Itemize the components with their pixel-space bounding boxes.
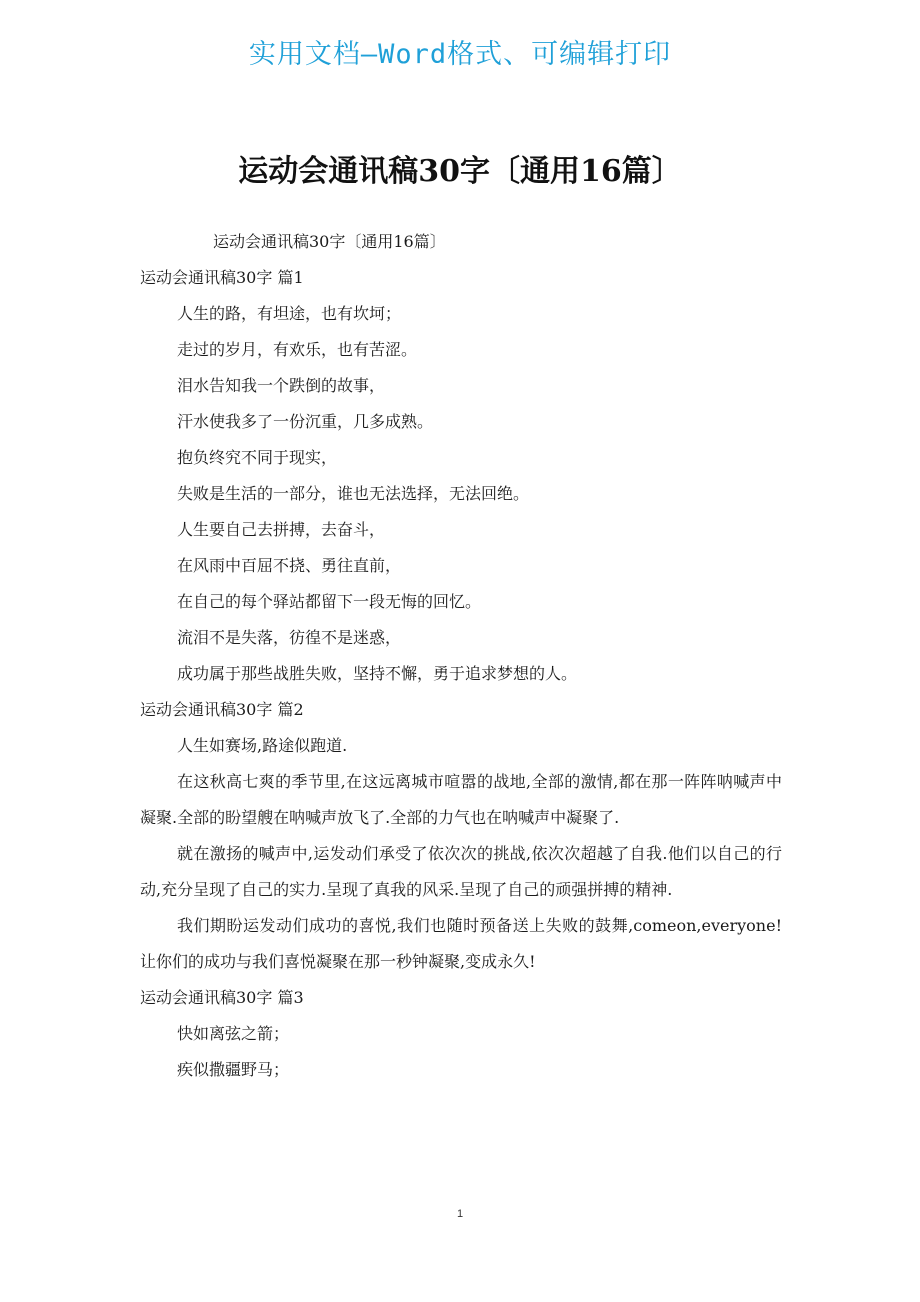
body-paragraph: 我们期盼运发动们成功的喜悦,我们也随时预备送上失败的鼓舞,comeon,everyone!让你们的成功与我们喜悦凝聚在那一秒钟凝聚,变成永久! <box>140 916 782 971</box>
section-heading-2: 运动会通讯稿30字 篇2 <box>140 700 304 719</box>
poem-line: 疾似撒疆野马； <box>177 1060 290 1079</box>
poem-line: 抱负终究不同于现实， <box>177 448 338 467</box>
document-subtitle: 运动会通讯稿30字〔通用16篇〕 <box>213 232 446 251</box>
body-paragraph: 就在激扬的喊声中,运发动们承受了依次次的挑战,依次次超越了自我.他们以自己的行动,充分呈现了自己的实力.呈现了真我的风采.呈现了自己的顽强拼搏的精神. <box>140 844 782 899</box>
document-body <box>140 224 782 1088</box>
poem-line: 泪水告知我一个跌倒的故事， <box>177 376 386 395</box>
poem-line: 快如离弦之箭； <box>177 1024 290 1043</box>
poem-line: 走过的岁月，有欢乐，也有苦涩。 <box>177 340 418 359</box>
page-number: 1 <box>456 1208 464 1220</box>
poem-line: 流泪不是失落，彷徨不是迷惑， <box>177 628 402 647</box>
poem-line: 汗水使我多了一份沉重，几多成熟。 <box>177 412 434 431</box>
section-heading-1: 运动会通讯稿30字 篇1 <box>140 268 304 287</box>
document-banner: 实用文档—Word格式、可编辑打印 <box>248 39 672 70</box>
poem-line: 在风雨中百屈不挠、勇往直前， <box>177 556 402 575</box>
section-heading-3: 运动会通讯稿30字 篇3 <box>140 988 304 1007</box>
poem-line: 成功属于那些战胜失败，坚持不懈，勇于追求梦想的人。 <box>177 664 578 683</box>
body-paragraph: 在这秋高七爽的季节里,在这远离城市喧嚣的战地,全部的激情,都在那一阵阵呐喊声中凝聚.全部的盼望艘在呐喊声放飞了.全部的力气也在呐喊声中凝聚了. <box>140 772 782 827</box>
poem-line: 在自己的每个驿站都留下一段无悔的回忆。 <box>177 592 482 611</box>
poem-line: 人生的路，有坦途，也有坎坷； <box>177 304 402 323</box>
intro-line: 人生如赛场,路途似跑道. <box>177 736 348 755</box>
poem-line: 人生要自己去拼搏，去奋斗， <box>177 520 386 539</box>
document-title: 运动会通讯稿30字〔通用16篇〕 <box>238 154 682 189</box>
poem-line: 失败是生活的一部分，谁也无法选择，无法回绝。 <box>177 484 530 503</box>
